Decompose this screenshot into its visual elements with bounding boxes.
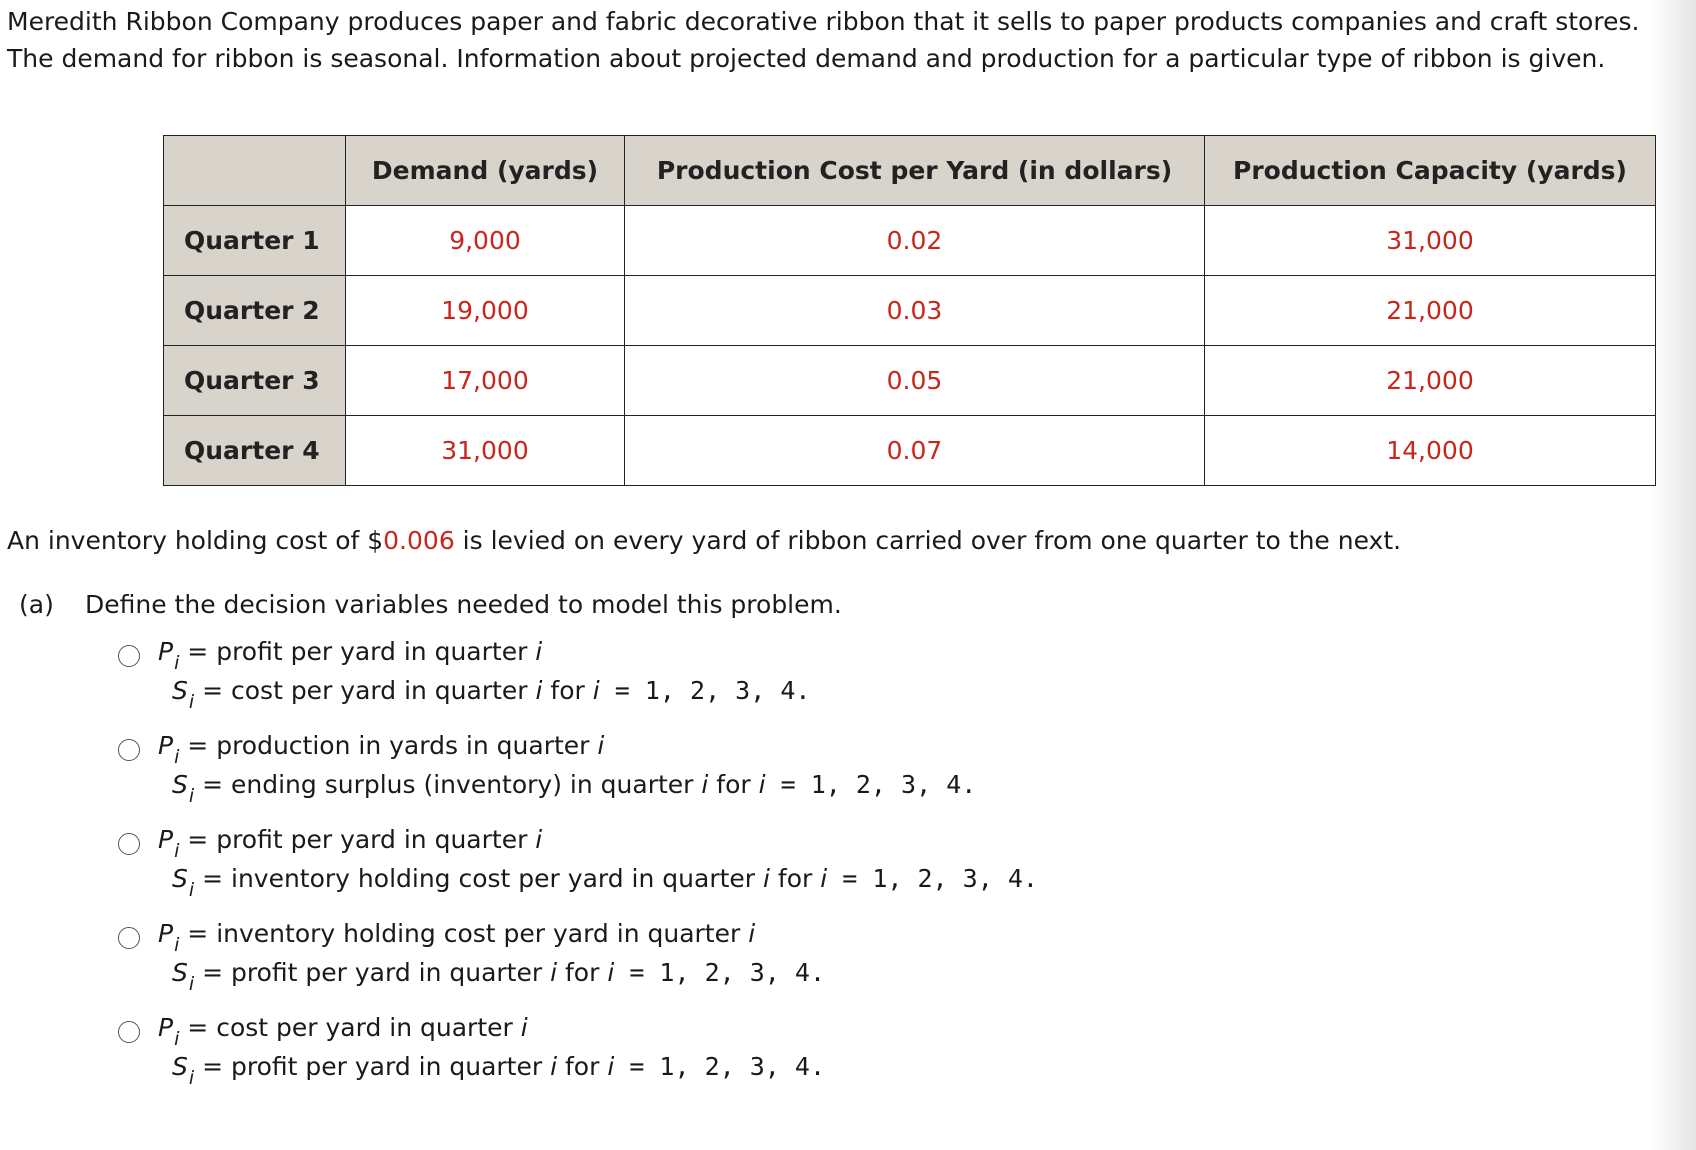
radio-button[interactable] bbox=[118, 645, 140, 667]
row-label: Quarter 3 bbox=[164, 346, 346, 416]
header-production-cost: Production Cost per Yard (in dollars) bbox=[625, 136, 1205, 206]
option-s-definition: $S_i$ = profit per yard in quarter i for i = 1, 2, 3, 4. bbox=[172, 1052, 825, 1089]
holding-text-before: An inventory holding cost of $ bbox=[7, 526, 384, 555]
p-description: production in yards bbox=[216, 731, 458, 760]
demand-cell: 17,000 bbox=[346, 346, 625, 416]
cost-cell: 0.05 bbox=[625, 346, 1205, 416]
table-header-row bbox=[164, 136, 1656, 206]
s-description: cost per yard bbox=[231, 676, 397, 705]
page-edge-shadow bbox=[1650, 0, 1696, 1150]
part-a-question bbox=[19, 587, 842, 623]
table-corner-cell bbox=[164, 136, 346, 206]
option-p-definition: $P_i = \cos t$ per yard in quarter i bbox=[158, 1013, 528, 1050]
demand-cell: 9,000 bbox=[346, 206, 625, 276]
s-description: ending surplus (inventory) bbox=[231, 770, 562, 799]
cost-cell: 0.02 bbox=[625, 206, 1205, 276]
capacity-cell: 14,000 bbox=[1205, 416, 1656, 486]
table-row bbox=[164, 276, 1656, 346]
problem-intro: Meredith Ribbon Company produces paper and fabric decorative ribbon that it sells to paper products companies and craft stores. The demand for ribbon is seasonal. Information about projected demand and production for a particular type of ribbon is given. bbox=[7, 7, 1640, 73]
option-s-definition: $S_i$ = inventory holding cost per yard in quarter i for i = 1, 2, 3, 4. bbox=[172, 864, 1038, 901]
radio-button[interactable] bbox=[118, 739, 140, 761]
cost-cell: 0.07 bbox=[625, 416, 1205, 486]
option-s-definition: $S_i = \cos t$ per yard in quarter i for i = 1, 2, 3, 4. bbox=[172, 676, 811, 713]
table-row bbox=[164, 346, 1656, 416]
s-description: profit per yard bbox=[231, 958, 411, 987]
option-s-definition: $S_i$ = profit per yard in quarter i for i = 1, 2, 3, 4. bbox=[172, 958, 825, 995]
s-description: profit per yard bbox=[231, 1052, 411, 1081]
table-row bbox=[164, 416, 1656, 486]
p-description: inventory holding cost per yard bbox=[216, 919, 609, 948]
holding-cost-value: 0.006 bbox=[383, 526, 455, 555]
p-description: profit per yard bbox=[216, 825, 396, 854]
demand-cell: 19,000 bbox=[346, 276, 625, 346]
radio-button[interactable] bbox=[118, 1021, 140, 1043]
row-label: Quarter 2 bbox=[164, 276, 346, 346]
ribbon-data-table bbox=[163, 135, 1656, 486]
holding-cost-statement bbox=[7, 523, 1401, 559]
part-a-tag: (a) bbox=[19, 590, 54, 619]
holding-text-after: is levied on every yard of ribbon carried over from one quarter to the next. bbox=[454, 526, 1402, 555]
option-p-definition: $P_i$ = inventory holding cost per yard in quarter i bbox=[158, 919, 756, 956]
capacity-cell: 21,000 bbox=[1205, 276, 1656, 346]
s-description: inventory holding cost per yard bbox=[231, 864, 624, 893]
option-p-definition: $P_i$ = profit per yard in quarter i bbox=[158, 825, 543, 862]
header-production-capacity: Production Capacity (yards) bbox=[1205, 136, 1656, 206]
row-label: Quarter 1 bbox=[164, 206, 346, 276]
radio-button[interactable] bbox=[118, 833, 140, 855]
demand-cell: 31,000 bbox=[346, 416, 625, 486]
part-a-question-text: Define the decision variables needed to model this problem. bbox=[85, 590, 842, 619]
row-label: Quarter 4 bbox=[164, 416, 346, 486]
header-demand: Demand (yards) bbox=[346, 136, 625, 206]
cost-cell: 0.03 bbox=[625, 276, 1205, 346]
p-description: profit per yard bbox=[216, 637, 396, 666]
option-p-definition: $P_i$ = production in yards in quarter i bbox=[158, 731, 605, 768]
table-row bbox=[164, 206, 1656, 276]
capacity-cell: 21,000 bbox=[1205, 346, 1656, 416]
option-s-definition: $S_i$ = ending surplus (inventory) in quarter i for i = 1, 2, 3, 4. bbox=[172, 770, 977, 807]
radio-button[interactable] bbox=[118, 927, 140, 949]
p-description: cost per yard bbox=[216, 1013, 382, 1042]
option-p-definition: $P_i$ = profit per yard in quarter i bbox=[158, 637, 543, 674]
capacity-cell: 31,000 bbox=[1205, 206, 1656, 276]
